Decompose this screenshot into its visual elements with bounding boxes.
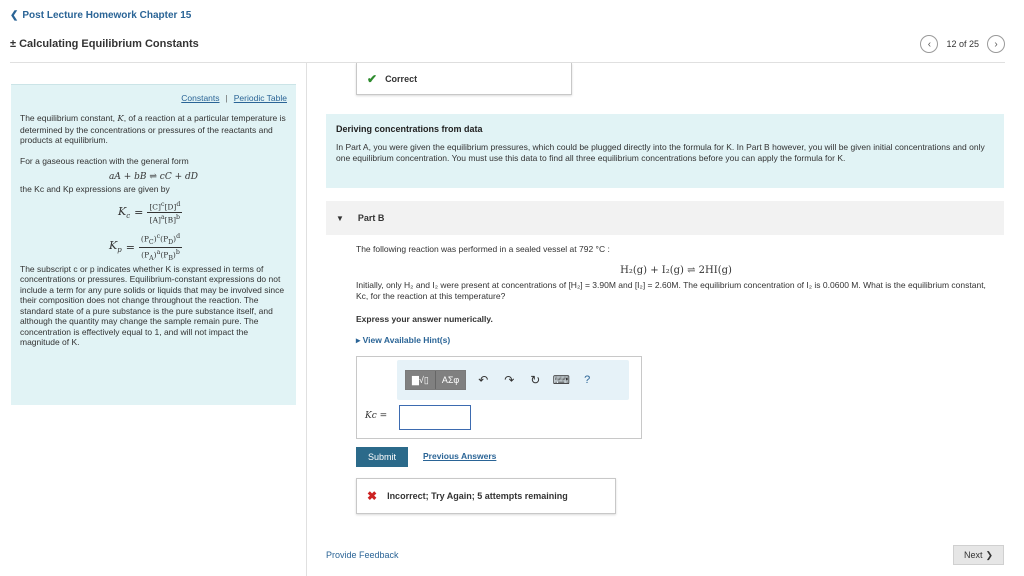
problem-statement: Initially, only H₂ and I₂ were present at concentrations of [H₂] = 3.90M and [I₂] = 2.60M. The equilibrium concentration of I₂ is 0.0600 M. What is the equilibrium constant, Kc, for the reaction at this temperature? — [356, 280, 986, 301]
chevron-right-icon: ❯ — [985, 549, 994, 560]
view-hints-label: View Available Hint(s) — [362, 335, 451, 345]
greek-symbols-button[interactable]: ΑΣφ — [435, 371, 465, 389]
help-button[interactable]: ? — [584, 374, 591, 386]
view-hints-link[interactable] — [356, 335, 450, 346]
chevron-left-icon: ‹ — [927, 38, 932, 50]
chevron-left-icon: ❮ — [10, 10, 19, 21]
part-a-correct-feedback — [356, 63, 572, 95]
expressions-paragraph: the Kc and Kp expressions are given by — [20, 184, 170, 194]
deriving-body: In Part A, you were given the equilibrium pressures, which could be plugged directly into the formula for K. In Part B however, you will be given initial concentrations and only one equilibrium concentration. You must use this data to find all three equilibrium concentrations before you can apply the formula for K. — [336, 142, 985, 163]
correct-label: Correct — [385, 73, 418, 84]
intro-paragraph: The equilibrium constant, K, of a reaction at a particular temperature is determined by the concentrations or pressures of the reactants and products at equilibrium. — [20, 113, 286, 145]
back-link[interactable] — [10, 10, 191, 21]
prev-item-button[interactable] — [920, 35, 938, 53]
kc-expression: $K_c$ = $\frac{[C]^c[D]^d}{[A]^a[B]^b}$ — [118, 200, 181, 225]
part-b-header[interactable] — [326, 201, 1004, 235]
reset-icon[interactable]: ↻ — [530, 373, 541, 387]
resource-links — [20, 93, 287, 103]
part-b-title: Part B — [357, 213, 385, 223]
templates-button[interactable]: ▇√▯ — [412, 374, 429, 385]
caret-down-icon: ▼ — [336, 213, 344, 223]
check-icon: ✔ — [367, 71, 378, 86]
pager — [920, 35, 1005, 53]
kp-expression: $K_p$ = $\frac{(P_C)^c(P_D)^d}{(P_A)^a(P_B)^b}$ — [109, 232, 181, 262]
undo-icon[interactable]: ↶ — [478, 373, 489, 387]
pager-count: 12 of 25 — [946, 39, 979, 49]
kc-answer-input[interactable] — [399, 405, 471, 430]
incorrect-feedback — [356, 478, 616, 514]
title-row — [10, 36, 1005, 52]
reaction-equation: H₂(g) + I₂(g) ⇌ 2HI(g) — [620, 265, 732, 276]
back-link-label: Post Lecture Homework Chapter 15 — [22, 10, 192, 21]
deriving-title: Deriving concentrations from data — [336, 124, 483, 134]
next-label: Next — [963, 550, 983, 560]
kc-input-label: Kc = — [365, 411, 388, 421]
previous-answers-link[interactable]: Previous Answers — [423, 451, 497, 461]
general-equation: aA + bB ⇌ cC + dD — [109, 172, 198, 182]
column-divider — [306, 63, 307, 576]
link-separator: | — [225, 93, 228, 103]
caret-right-icon: ▸ — [356, 335, 361, 345]
x-icon: ✖ — [367, 489, 378, 503]
submit-button[interactable]: Submit — [356, 447, 408, 467]
general-form-paragraph: For a gaseous reaction with the general form — [20, 155, 189, 166]
chevron-right-icon: › — [994, 38, 998, 50]
math-toolbar — [397, 360, 629, 400]
intro-panel — [11, 84, 296, 405]
next-button[interactable] — [953, 545, 1004, 565]
periodic-table-link[interactable]: Periodic Table — [233, 93, 287, 103]
k-symbol: K — [117, 114, 124, 124]
reaction-intro: The following reaction was performed in a sealed vessel at 792 °C : — [356, 244, 610, 254]
answer-box — [356, 356, 642, 439]
answer-instructions: Express your answer numerically. — [356, 314, 493, 324]
incorrect-label: Incorrect; Try Again; 5 attempts remaining — [387, 491, 568, 501]
subscript-paragraph: The subscript c or p indicates whether K is expressed in terms of concentrations or pressures. Equilibrium-constant expressions do not include a term for any pure solids or liquids that may be involved since their composition does not change throughout the reaction. The standard state of a pure substance is the pure substance itself, and although the quantity may change the sample remain pure. The concentration is effectively equal to 1, and will not impact the magnitude of K. — [20, 263, 285, 347]
provide-feedback-link[interactable]: Provide Feedback — [326, 550, 399, 560]
toolbar-template-group — [405, 370, 466, 390]
next-item-button[interactable] — [987, 35, 1005, 53]
top-bar — [10, 10, 191, 24]
constants-link[interactable]: Constants — [181, 93, 220, 103]
page-title: ± Calculating Equilibrium Constants — [10, 38, 199, 50]
redo-icon[interactable]: ↷ — [504, 373, 515, 387]
keyboard-icon[interactable]: ⌨ — [552, 373, 570, 387]
deriving-concentrations-panel — [326, 114, 1004, 188]
